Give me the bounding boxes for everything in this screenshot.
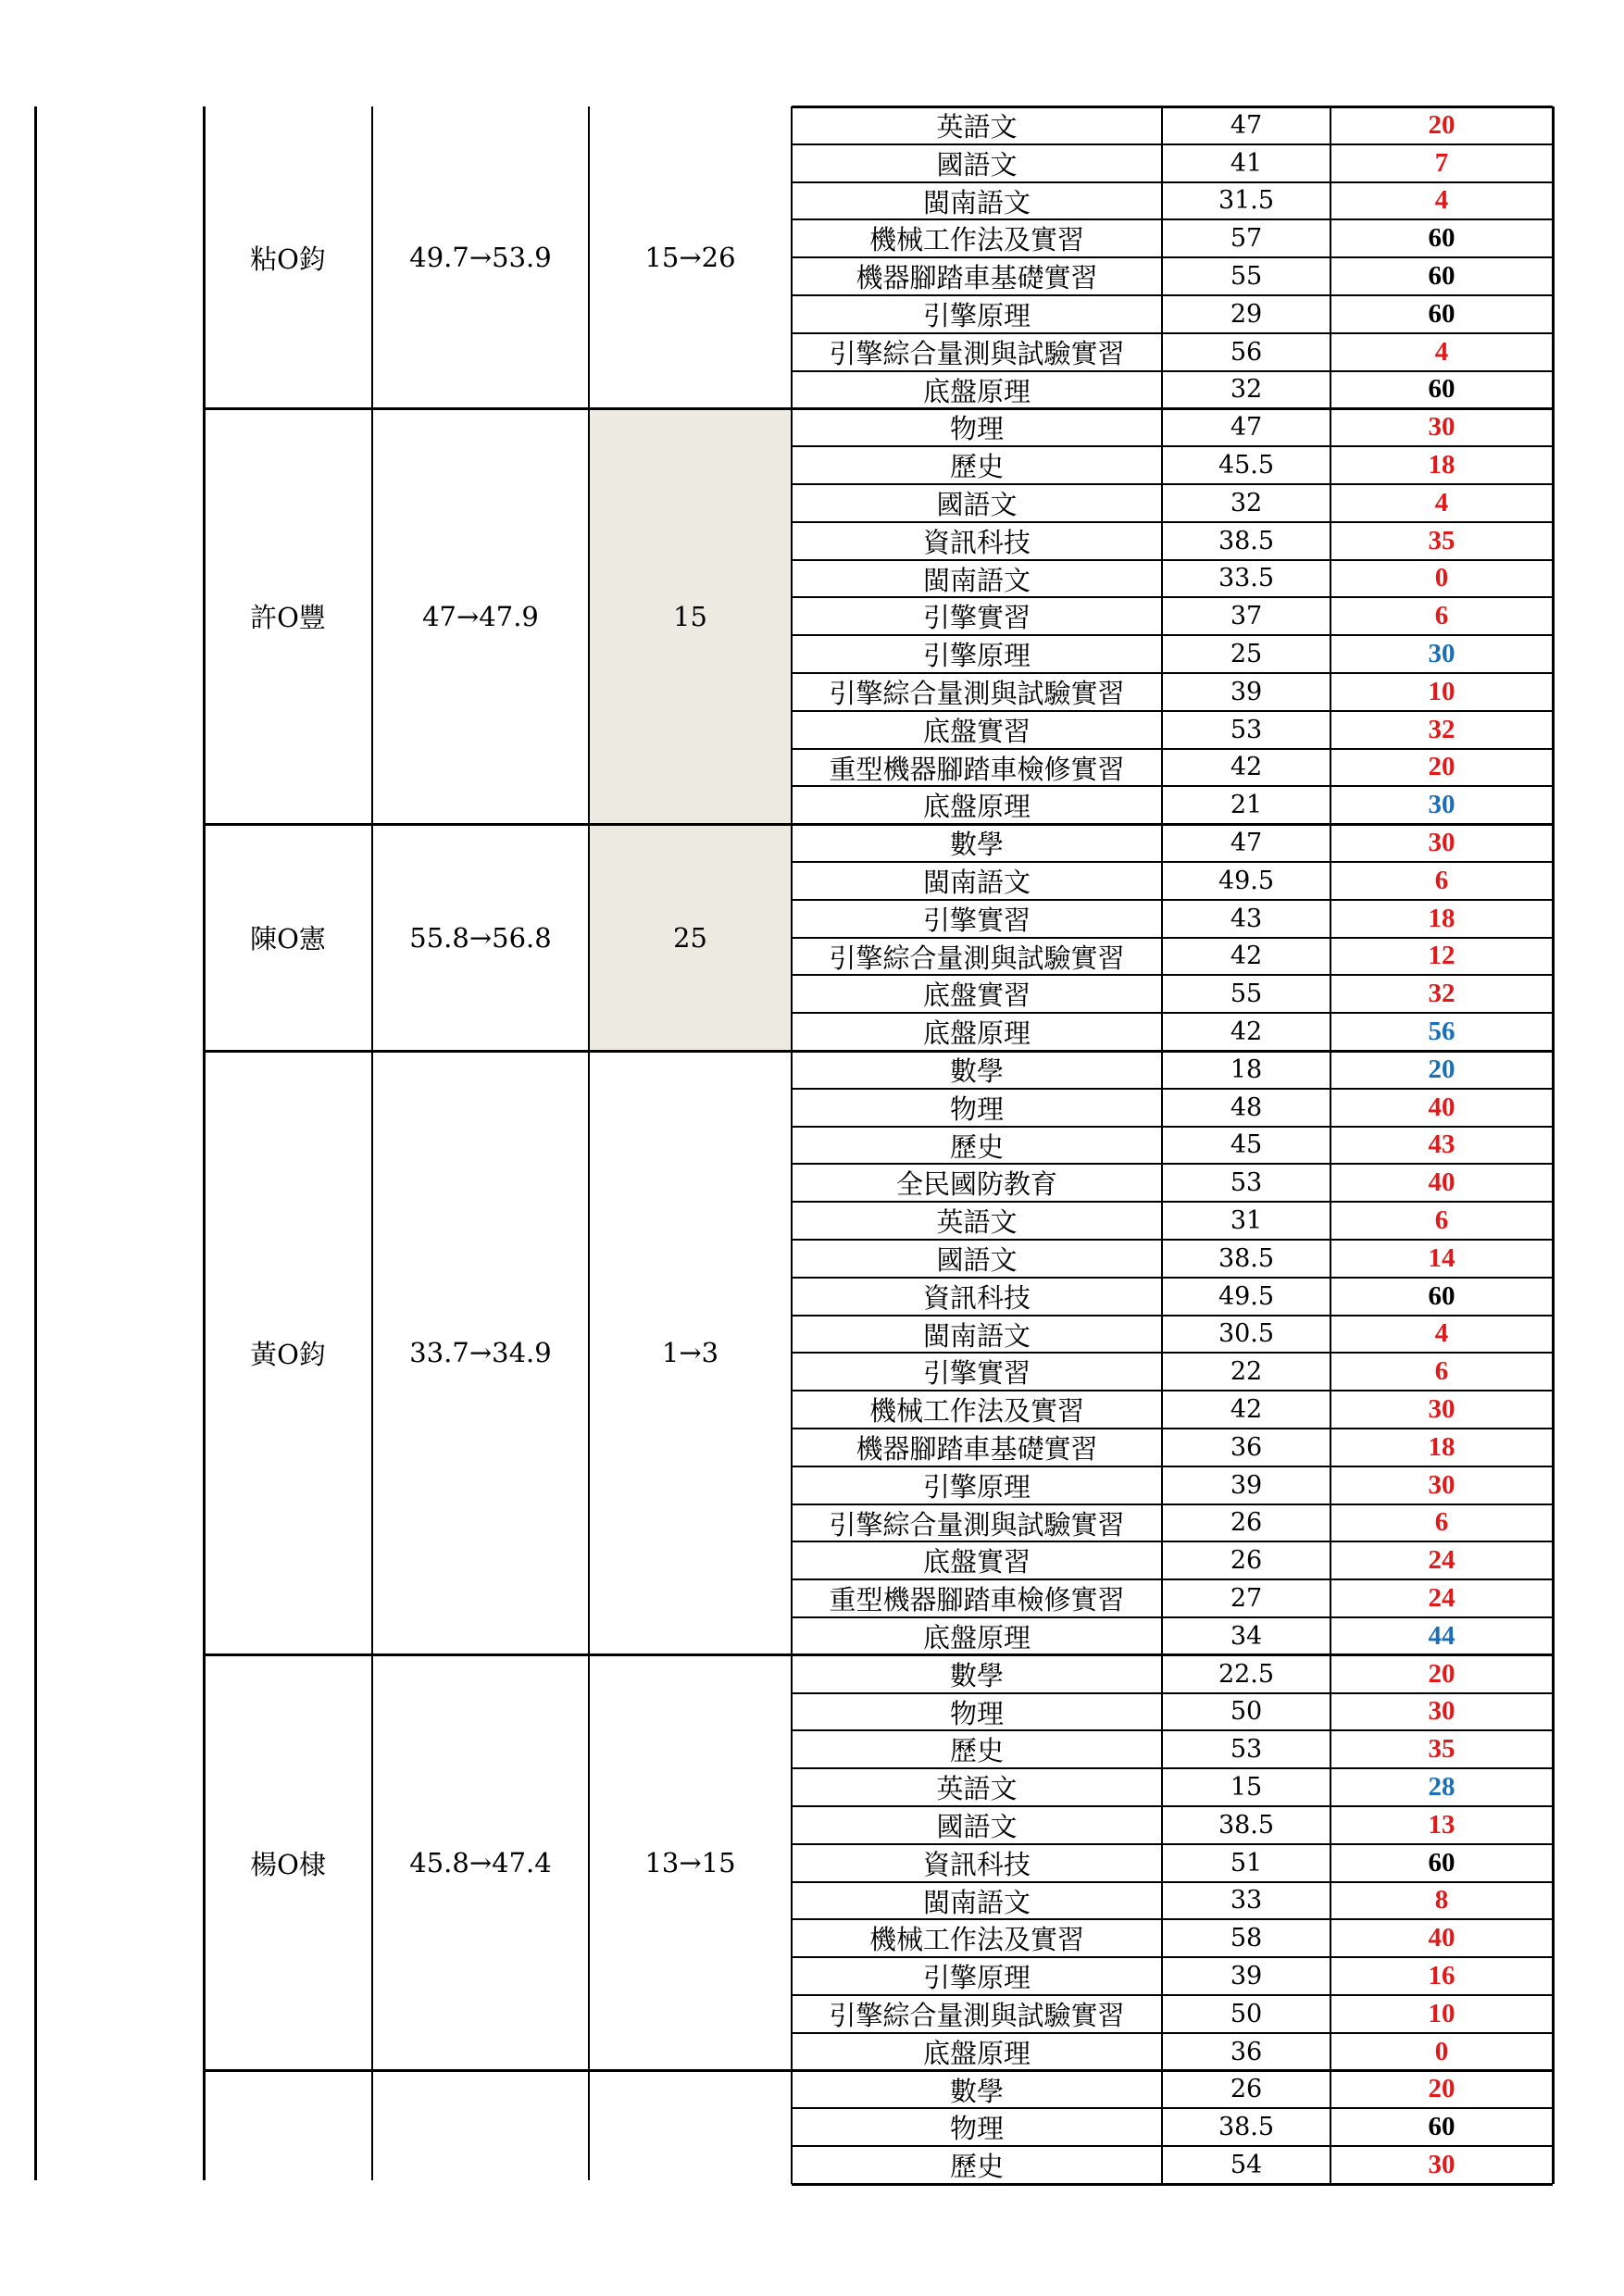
subject-name: 數學 — [949, 1659, 1004, 1691]
subject-score: 32 — [1230, 488, 1263, 518]
subject-score: 33.5 — [1218, 564, 1275, 593]
row-divider — [792, 1466, 1553, 1467]
subject-score: 55 — [1230, 262, 1263, 292]
subject-score: 49.5 — [1218, 866, 1275, 895]
subject-name: 引擎綜合量測與試驗實習 — [829, 942, 1125, 974]
subject-mark: 0 — [1434, 2036, 1449, 2066]
average-change — [372, 2071, 589, 2180]
subject-name: 數學 — [949, 829, 1004, 861]
student-divider — [204, 407, 1553, 410]
row-divider — [792, 1918, 1553, 1920]
subject-score: 45 — [1230, 1130, 1263, 1160]
subject-mark: 35 — [1428, 1734, 1455, 1765]
student-name: 陳O憲 — [250, 923, 326, 955]
subject-score: 36 — [1230, 1432, 1263, 1462]
average-change: 55.8→56.8 — [409, 921, 552, 954]
row-divider — [792, 785, 1553, 787]
subject-mark: 30 — [1428, 412, 1455, 443]
subject-name: 底盤實習 — [922, 715, 1031, 747]
subject-score: 45.5 — [1218, 451, 1275, 480]
row-divider — [792, 1881, 1553, 1883]
subject-score: 36 — [1230, 2037, 1263, 2066]
subject-name: 引擎實習 — [922, 602, 1031, 634]
subject-name: 數學 — [949, 1054, 1004, 1087]
row-divider — [792, 1504, 1553, 1505]
subject-score: 56 — [1230, 337, 1263, 367]
column-line — [1552, 106, 1555, 2184]
subject-mark: 4 — [1434, 487, 1449, 518]
subject-score: 57 — [1230, 224, 1263, 254]
column-line — [791, 106, 793, 2184]
subject-name: 資訊科技 — [922, 1281, 1031, 1314]
subject-score: 38.5 — [1218, 2113, 1275, 2142]
subject-name: 底盤原理 — [922, 1017, 1031, 1050]
average-change: 45.8→47.4 — [409, 1847, 552, 1879]
subject-name: 歷史 — [949, 1735, 1004, 1767]
subject-score: 51 — [1230, 1848, 1263, 1878]
subject-score: 47 — [1230, 413, 1263, 443]
row-divider — [792, 1541, 1553, 1542]
subject-score: 38.5 — [1218, 1810, 1275, 1840]
subject-score: 50 — [1230, 1999, 1263, 2028]
student-divider — [204, 823, 1553, 826]
column-line — [203, 106, 206, 2180]
subject-score: 31 — [1230, 1206, 1263, 1236]
subject-score: 34 — [1230, 1621, 1263, 1651]
subject-mark: 35 — [1428, 525, 1455, 555]
row-divider — [792, 2145, 1553, 2147]
row-divider — [792, 1239, 1553, 1241]
subject-name: 資訊科技 — [922, 526, 1031, 558]
subject-name: 底盤實習 — [922, 980, 1031, 1012]
subject-score: 38.5 — [1218, 526, 1275, 555]
row-divider — [792, 1088, 1553, 1090]
subject-name: 資訊科技 — [922, 1848, 1031, 1880]
subject-score: 21 — [1230, 791, 1263, 820]
subject-mark: 60 — [1428, 223, 1455, 254]
subject-score: 29 — [1230, 299, 1263, 329]
subject-score: 26 — [1230, 2075, 1263, 2104]
rank-change: 15→26 — [644, 242, 736, 274]
subject-name: 引擎綜合量測與試驗實習 — [829, 677, 1125, 709]
column-line — [34, 106, 37, 2180]
row-divider — [792, 1692, 1553, 1694]
column-line — [1330, 106, 1331, 2184]
subject-name: 底盤實習 — [922, 1546, 1031, 1578]
subject-name: 歷史 — [949, 2151, 1004, 2183]
average-change: 49.7→53.9 — [409, 242, 552, 274]
subject-score: 15 — [1230, 1773, 1263, 1803]
rank-change: 15 — [673, 600, 707, 632]
subject-name: 歷史 — [949, 1130, 1004, 1163]
row-divider — [792, 1729, 1553, 1731]
subject-mark: 4 — [1434, 336, 1449, 367]
subject-name: 引擎實習 — [922, 904, 1031, 936]
subject-name: 物理 — [949, 1697, 1004, 1729]
subject-name: 重型機器腳踏車檢修實習 — [829, 1584, 1125, 1616]
row-divider — [792, 1126, 1553, 1128]
subject-mark: 13 — [1428, 1809, 1455, 1840]
row-divider — [792, 937, 1553, 939]
subject-name: 閩南語文 — [922, 1886, 1031, 1918]
subject-name: 物理 — [949, 1092, 1004, 1125]
row-divider — [792, 1843, 1553, 1845]
row-divider — [792, 559, 1553, 561]
subject-mark: 40 — [1428, 1167, 1455, 1198]
subject-score: 42 — [1230, 1395, 1263, 1425]
subject-score: 38.5 — [1218, 1243, 1275, 1273]
subject-score: 55 — [1230, 980, 1263, 1009]
row-divider — [792, 2032, 1553, 2034]
row-divider — [792, 634, 1553, 636]
row-divider — [792, 1767, 1553, 1769]
subject-name: 閩南語文 — [922, 1319, 1031, 1352]
row-divider — [792, 1994, 1553, 1996]
row-divider — [792, 1578, 1553, 1580]
subject-mark: 0 — [1434, 563, 1449, 593]
row-divider — [792, 1390, 1553, 1391]
subject-score: 39 — [1230, 677, 1263, 706]
subject-name: 底盤原理 — [922, 2037, 1031, 2069]
subject-mark: 30 — [1428, 1696, 1455, 1727]
subject-mark: 30 — [1428, 790, 1455, 820]
student-name: 許O豐 — [250, 602, 326, 634]
column-line — [1161, 106, 1163, 2184]
subject-score: 31.5 — [1218, 186, 1275, 216]
subject-mark: 32 — [1428, 979, 1455, 1009]
subject-mark: 60 — [1428, 2112, 1455, 2142]
subject-name: 全民國防教育 — [895, 1168, 1057, 1201]
subject-mark: 60 — [1428, 1847, 1455, 1878]
subject-name: 閩南語文 — [922, 186, 1031, 218]
student-divider — [204, 1653, 1553, 1656]
row-divider — [792, 710, 1553, 712]
subject-score: 33 — [1230, 1886, 1263, 1915]
subject-mark: 56 — [1428, 1017, 1455, 1047]
subject-mark: 4 — [1434, 185, 1449, 216]
row-divider — [792, 144, 1553, 145]
row-divider — [792, 370, 1553, 372]
subject-mark: 30 — [1428, 1469, 1455, 1500]
average-change: 47→47.9 — [422, 600, 539, 632]
subject-mark: 60 — [1428, 261, 1455, 292]
subject-score: 30.5 — [1218, 1319, 1275, 1349]
subject-mark: 20 — [1428, 109, 1455, 140]
subject-mark: 6 — [1434, 865, 1449, 895]
subject-score: 43 — [1230, 904, 1263, 933]
subject-mark: 30 — [1428, 2150, 1455, 2180]
subject-name: 引擎綜合量測與試驗實習 — [829, 1999, 1125, 2031]
rank-change: 13→15 — [644, 1847, 736, 1879]
subject-mark: 20 — [1428, 2074, 1455, 2104]
row-divider — [792, 256, 1553, 258]
subject-score: 22 — [1230, 1357, 1263, 1387]
subject-mark: 20 — [1428, 752, 1455, 782]
subject-mark: 6 — [1434, 1205, 1449, 1236]
subject-score: 54 — [1230, 2151, 1263, 2180]
subject-score: 53 — [1230, 715, 1263, 744]
subject-score: 42 — [1230, 753, 1263, 782]
row-divider — [792, 521, 1553, 523]
subject-name: 引擎原理 — [922, 1962, 1031, 1994]
subject-score: 25 — [1230, 640, 1263, 669]
student-name: 楊O棣 — [250, 1848, 326, 1880]
subject-score: 27 — [1230, 1584, 1263, 1614]
row-divider — [792, 1012, 1553, 1014]
subject-name: 底盤原理 — [922, 791, 1031, 823]
subject-score: 53 — [1230, 1168, 1263, 1198]
average-change: 33.7→34.9 — [409, 1337, 552, 1369]
row-divider — [792, 1616, 1553, 1618]
subject-name: 機器腳踏車基礎實習 — [856, 1432, 1098, 1465]
row-divider — [792, 1163, 1553, 1165]
subject-score: 49.5 — [1218, 1281, 1275, 1311]
row-divider — [792, 332, 1553, 334]
row-divider — [792, 1315, 1553, 1316]
subject-mark: 6 — [1434, 1507, 1449, 1538]
student-name — [204, 2071, 372, 2180]
subject-name: 機械工作法及實習 — [868, 1924, 1084, 1956]
subject-score: 41 — [1230, 148, 1263, 178]
subject-name: 英語文 — [936, 110, 1018, 143]
subject-mark: 43 — [1428, 1129, 1455, 1160]
subject-score: 47 — [1230, 110, 1263, 140]
subject-mark: 20 — [1428, 1054, 1455, 1084]
subject-mark: 24 — [1428, 1545, 1455, 1576]
subject-mark: 28 — [1428, 1772, 1455, 1803]
row-divider — [792, 445, 1553, 447]
row-divider — [792, 1277, 1553, 1279]
subject-mark: 8 — [1434, 1885, 1449, 1915]
subject-name: 數學 — [949, 2075, 1004, 2107]
column-line — [371, 106, 373, 2180]
row-divider — [792, 294, 1553, 296]
subject-mark: 40 — [1428, 1092, 1455, 1122]
subject-name: 英語文 — [936, 1773, 1018, 1805]
subject-mark: 60 — [1428, 1280, 1455, 1311]
row-divider — [792, 1805, 1553, 1807]
subject-mark: 18 — [1428, 903, 1455, 933]
subject-name: 國語文 — [936, 1243, 1018, 1276]
student-divider — [792, 106, 1553, 108]
rank-change: 25 — [673, 921, 707, 954]
subject-mark: 6 — [1434, 601, 1449, 631]
row-divider — [792, 218, 1553, 220]
row-divider — [792, 1428, 1553, 1429]
row-divider — [792, 861, 1553, 863]
table-bottom — [792, 2183, 1553, 2186]
subject-score: 48 — [1230, 1092, 1263, 1122]
subject-mark: 18 — [1428, 1431, 1455, 1462]
subject-mark: 10 — [1428, 1998, 1455, 2028]
subject-mark: 40 — [1428, 1923, 1455, 1953]
subject-name: 機械工作法及實習 — [868, 224, 1084, 256]
row-divider — [792, 1352, 1553, 1354]
subject-score: 50 — [1230, 1697, 1263, 1727]
student-divider — [204, 2069, 1553, 2072]
subject-score: 22.5 — [1218, 1659, 1275, 1689]
subject-name: 底盤原理 — [922, 1621, 1031, 1653]
subject-mark: 12 — [1428, 941, 1455, 971]
rank-change: 1→3 — [661, 1337, 719, 1369]
student-name: 粘O鈞 — [250, 243, 326, 275]
subject-mark: 14 — [1428, 1242, 1455, 1273]
rank-change — [589, 2071, 792, 2180]
row-divider — [792, 1956, 1553, 1958]
row-divider — [792, 1201, 1553, 1203]
subject-score: 32 — [1230, 375, 1263, 405]
subject-name: 引擎實習 — [922, 1357, 1031, 1390]
subject-name: 物理 — [949, 413, 1004, 445]
subject-mark: 7 — [1434, 147, 1449, 178]
row-divider — [792, 596, 1553, 598]
subject-name: 國語文 — [936, 148, 1018, 181]
row-divider — [792, 2107, 1553, 2109]
subject-name: 閩南語文 — [922, 866, 1031, 898]
subject-name: 引擎原理 — [922, 640, 1031, 672]
subject-score: 26 — [1230, 1546, 1263, 1576]
subject-mark: 30 — [1428, 1394, 1455, 1425]
subject-score: 58 — [1230, 1924, 1263, 1953]
subject-mark: 44 — [1428, 1620, 1455, 1651]
subject-mark: 30 — [1428, 828, 1455, 858]
subject-mark: 60 — [1428, 298, 1455, 329]
subject-mark: 6 — [1434, 1356, 1449, 1387]
subject-mark: 60 — [1428, 374, 1455, 405]
subject-name: 引擎綜合量測與試驗實習 — [829, 337, 1125, 369]
subject-score: 42 — [1230, 942, 1263, 971]
subject-name: 英語文 — [936, 1206, 1018, 1239]
subject-score: 18 — [1230, 1054, 1263, 1084]
subject-score: 37 — [1230, 602, 1263, 631]
student-name: 黃O鈞 — [250, 1338, 326, 1370]
row-divider — [792, 483, 1553, 485]
row-divider — [792, 181, 1553, 183]
subject-name: 重型機器腳踏車檢修實習 — [829, 753, 1125, 785]
row-divider — [792, 672, 1553, 674]
subject-name: 底盤原理 — [922, 375, 1031, 407]
student-divider — [204, 1050, 1553, 1053]
subject-score: 53 — [1230, 1735, 1263, 1765]
subject-score: 39 — [1230, 1962, 1263, 1991]
subject-mark: 30 — [1428, 639, 1455, 669]
subject-name: 國語文 — [936, 1810, 1018, 1842]
column-line — [588, 106, 590, 2180]
subject-mark: 18 — [1428, 450, 1455, 480]
row-divider — [792, 974, 1553, 976]
subject-name: 機械工作法及實習 — [868, 1395, 1084, 1428]
subject-name: 國語文 — [936, 488, 1018, 520]
subject-name: 歷史 — [949, 451, 1004, 483]
subject-mark: 24 — [1428, 1583, 1455, 1614]
subject-mark: 16 — [1428, 1961, 1455, 1991]
subject-score: 26 — [1230, 1508, 1263, 1538]
subject-score: 42 — [1230, 1017, 1263, 1047]
subject-name: 機器腳踏車基礎實習 — [856, 262, 1098, 294]
row-divider — [792, 899, 1553, 901]
subject-mark: 32 — [1428, 714, 1455, 744]
subject-mark: 4 — [1434, 1318, 1449, 1349]
subject-name: 引擎原理 — [922, 299, 1031, 331]
subject-mark: 20 — [1428, 1658, 1455, 1689]
row-divider — [792, 748, 1553, 750]
subject-name: 閩南語文 — [922, 564, 1031, 596]
subject-name: 引擎綜合量測與試驗實習 — [829, 1508, 1125, 1541]
subject-score: 39 — [1230, 1470, 1263, 1500]
subject-name: 物理 — [949, 2113, 1004, 2145]
subject-score: 47 — [1230, 829, 1263, 858]
subject-mark: 10 — [1428, 676, 1455, 706]
subject-name: 引擎原理 — [922, 1470, 1031, 1503]
